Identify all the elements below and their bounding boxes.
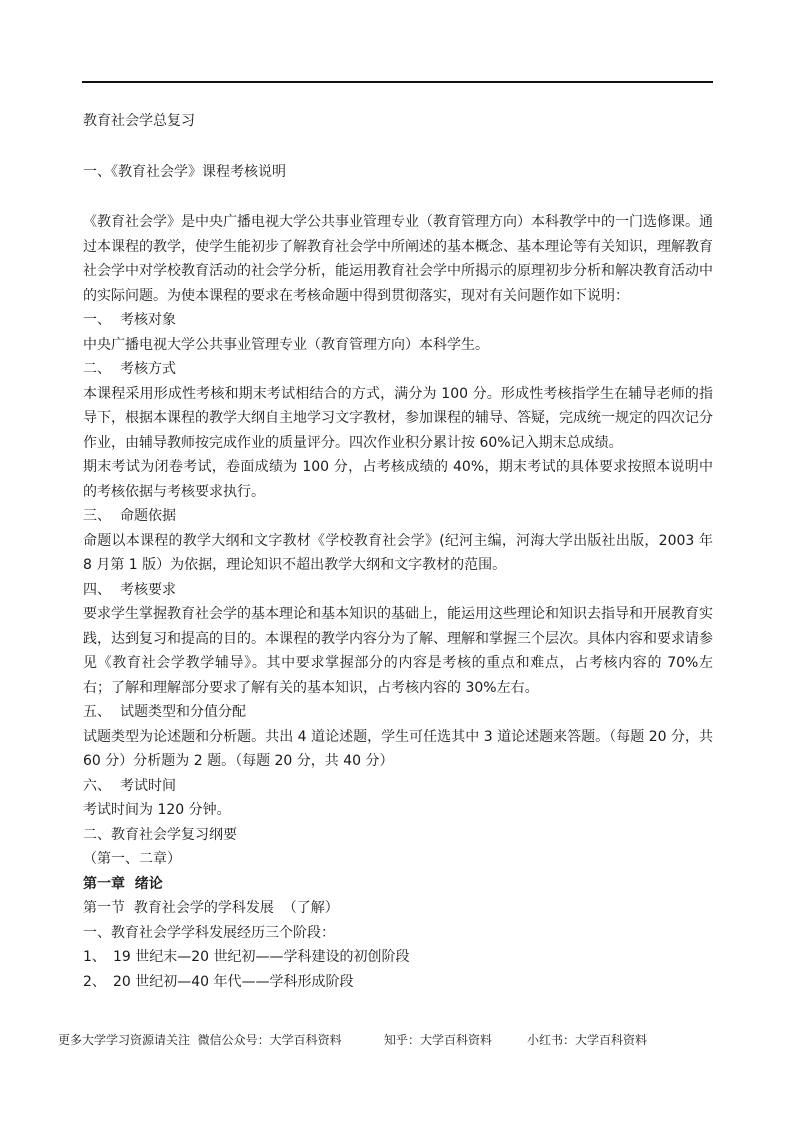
intro-paragraph: 《教育社会学》是中央广播电视大学公共事业管理专业（教育管理方向）本科教学中的一门选修课。通过本课程的教学，使学生能初步了解教育社会学中所阐述的基本概念、基本理论等有关知识，理解教育社会学中对学校教育活动的社会学分析，能运用教育社会学中所揭示的原理初步分析和解决教育活动中的实际问题。为使本课程的要求在考核命题中得到贯彻落实，现对有关问题作如下说明： (83, 214, 713, 304)
chapters-note: （第一、二章） (83, 851, 181, 867)
document-body (83, 109, 713, 994)
item-heading: 一、 考核对象 (83, 312, 176, 328)
item-heading: 三、 命题依据 (83, 508, 176, 524)
section-heading-2: 二、教育社会学复习纲要 (83, 826, 237, 843)
footer-zhihu: 知乎：大学百科资料 (384, 1033, 493, 1047)
list-item: 2、 20 世纪初—40 年代——学科形成阶段 (83, 973, 354, 990)
stages-intro: 一、教育社会学学科发展经历三个阶段： (83, 924, 335, 941)
footer-xiaohongshu: 小红书：大学百科资料 (527, 1033, 648, 1047)
chapter-title: 第一章 绪论 (83, 875, 163, 892)
item-paragraph: 要求学生掌握教育社会学的基本理论和基本知识的基础上，能运用这些理论和知识去指导和开展教育实践，达到复习和提高的目的。本课程的教学内容分为了解、理解和掌握三个层次。具体内容和要求请参见《教育社会学教学辅导》。其中要求掌握部分的内容是考核的重点和难点，占考核内容的 70%左右；了解和理解部分要求了解有关的基本知识，占考核内容的 30%左右。 (83, 606, 713, 696)
document-title: 教育社会学总复习 (83, 113, 195, 129)
item-paragraph: 中央广播电视大学公共事业管理专业（教育管理方向）本科学生。 (83, 336, 489, 353)
item-paragraph: 期末考试为闭卷考试，卷面成绩为 100 分，占考核成绩的 40%，期末考试的具体要求按照本说明中的考核依据与考核要求执行。 (83, 459, 713, 500)
item-heading: 二、 考核方式 (83, 361, 176, 377)
footer-wechat: 更多大学学习资源请关注 微信公众号：大学百科资料 (58, 1033, 342, 1047)
item-paragraph: 本课程采用形成性考核和期末考试相结合的方式，满分为 100 分。形成性考核指学生在辅导老师的指导下，根据本课程的教学大纲自主地学习文字教材，参加课程的辅导、答疑，完成统一规定的四次记分作业，由辅导教师按完成作业的质量评分。四次作业积分累计按 60%记入期末总成绩。 (83, 385, 713, 451)
item-paragraph: 命题以本课程的教学大纲和文字教材《学校教育社会学》(纪河主编，河海大学出版社出版，2003 年 8 月第 1 版）为依据，理论知识不超出教学大纲和文字教材的范围。 (83, 532, 713, 573)
header-rule (82, 81, 713, 83)
list-item: 1、 19 世纪末—20 世纪初——学科建设的初创阶段 (83, 949, 410, 965)
item-paragraph: 试题类型为论述题和分析题。共出 4 道论述题，学生可任选其中 3 道论述题来答题。（每题 20 分，共 60 分）分析题为 2 题。（每题 20 分，共 40 分） (83, 728, 713, 769)
section-title: 第一节 教育社会学的学科发展 （了解） (83, 900, 339, 916)
item-heading: 六、 考试时间 (83, 777, 176, 794)
item-heading: 四、 考核要求 (83, 581, 176, 598)
section-heading-1: 一、《教育社会学》课程考核说明 (83, 163, 286, 180)
item-paragraph: 考试时间为 120 分钟。 (83, 802, 231, 818)
item-heading: 五、 试题类型和分值分配 (83, 704, 246, 720)
